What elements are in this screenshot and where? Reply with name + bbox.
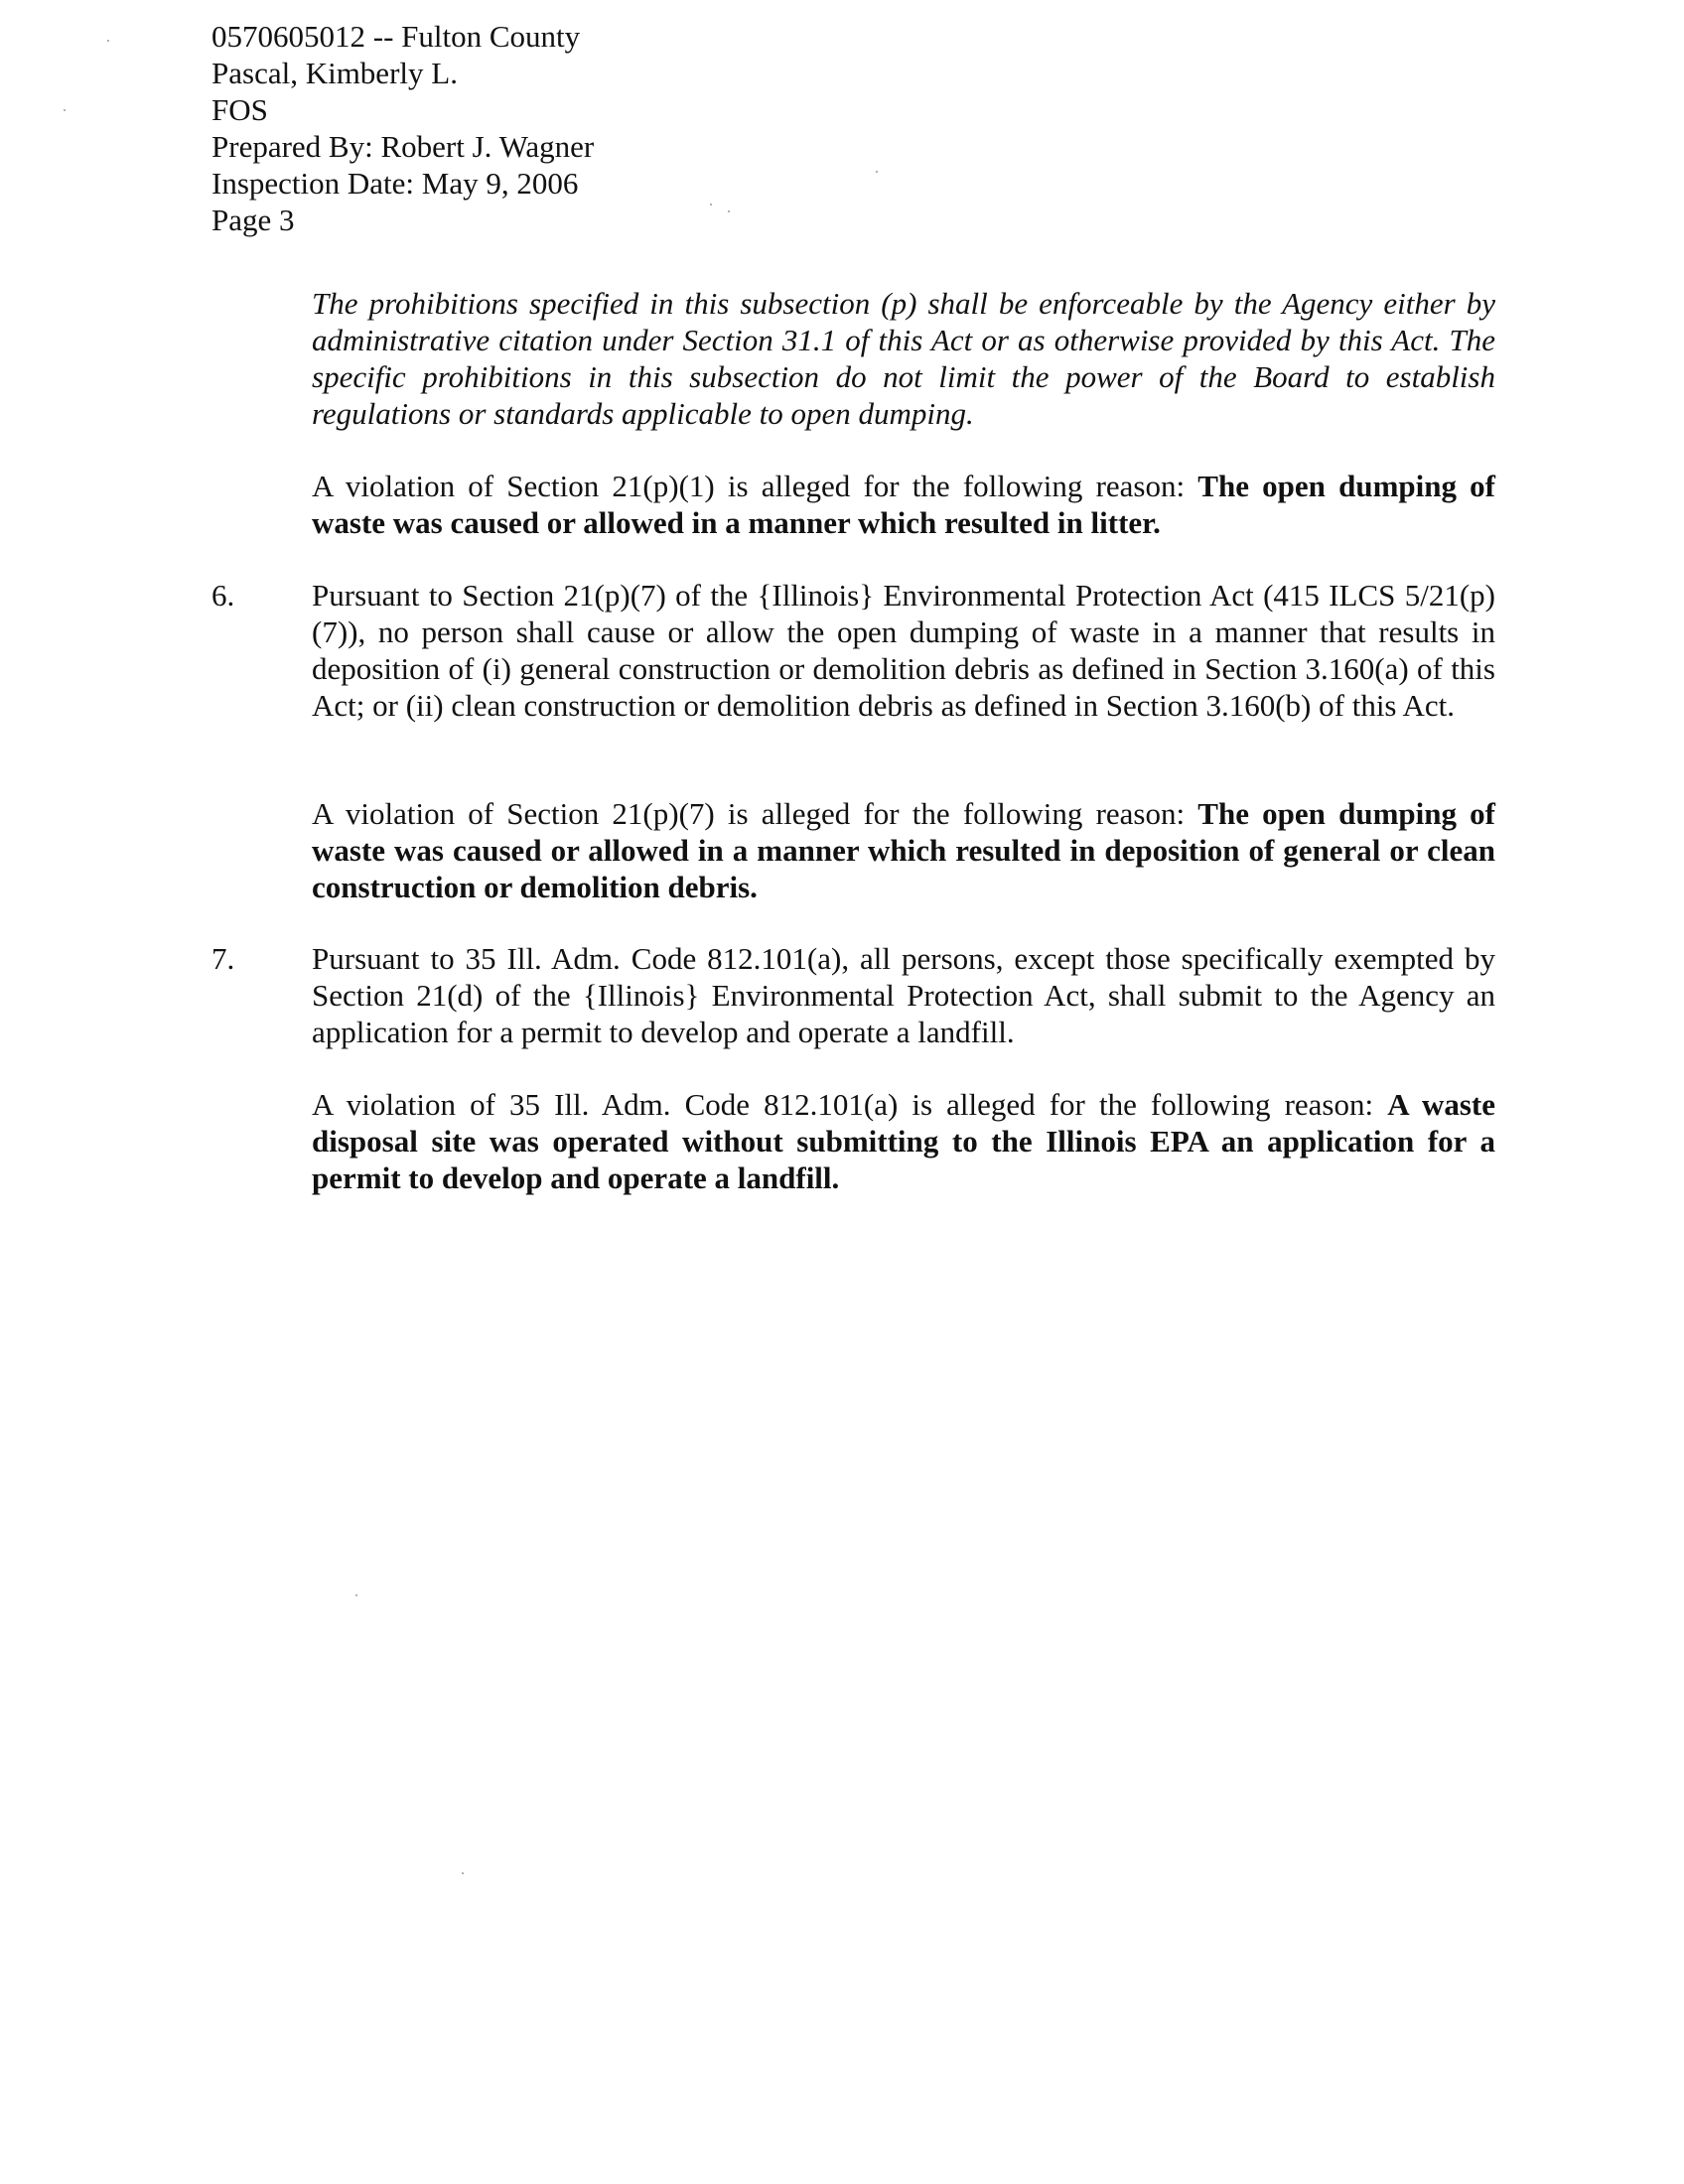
scan-speck [462, 1872, 464, 1874]
header-case-number: 0570605012 -- Fulton County [211, 19, 581, 54]
item-7-paragraph: Pursuant to 35 Ill. Adm. Code 812.101(a), all persons, except those specifically exempted by Section 21(d) of the {Illinois} Environmental Protection Act, shall submit to the Agency an application for a permit to develop and operate a landfill. [312, 941, 1495, 1049]
scan-speck [64, 109, 66, 111]
scan-speck [876, 171, 878, 173]
violation-paragraph-812-101a [312, 1086, 1495, 1196]
violation-intro-text: A violation of 35 Ill. Adm. Code 812.101(a) is alleged for the following reason: [312, 1087, 1388, 1122]
item-6-paragraph: Pursuant to Section 21(p)(7) of the {Illinois} Environmental Protection Act (415 ILCS 5/21(p)(7)), no person shall cause or allow the open dumping of waste in a manner that results in deposition of (i) general construction or demolition debris as defined in Section 3.160(a) of this Act; or (ii) clean construction or demolition debris as defined in Section 3.160(b) of this Act. [312, 578, 1495, 723]
violation-paragraph-21p1 [312, 468, 1495, 541]
violation-reason-text: A waste disposal site was operated without submitting to the Illinois EPA an application for a permit to develop and operate a landfill. [312, 1087, 1495, 1195]
document-header [211, 18, 594, 238]
scan-speck [728, 210, 730, 212]
statute-quote-paragraph: The prohibitions specified in this subsection (p) shall be enforceable by the Agency either by administrative citation under Section 31.1 of this Act or as otherwise provided by this Act. The specific prohibitions in this subsection do not limit the power of the Board to establish regulations or standards applicable to open dumping. [312, 286, 1495, 431]
item-number-6: 6. [211, 578, 235, 613]
item-number-7: 7. [211, 941, 235, 976]
violation-intro-text: A violation of Section 21(p)(7) is alleged for the following reason: [312, 796, 1198, 831]
header-prepared-by: Prepared By: Robert J. Wagner [211, 129, 595, 164]
scan-speck [355, 1594, 357, 1596]
violation-reason-text: The open dumping of waste was caused or allowed in a manner which resulted in litter. [312, 469, 1495, 540]
header-page-number: Page 3 [211, 203, 295, 237]
header-inspection-date: Inspection Date: May 9, 2006 [211, 166, 579, 201]
scan-speck [710, 204, 712, 205]
violation-intro-text: A violation of Section 21(p)(1) is alleged for the following reason: [312, 469, 1198, 503]
violation-reason-text: The open dumping of waste was caused or allowed in a manner which resulted in deposition of general or clean construction or demolition debris. [312, 796, 1495, 904]
header-name: Pascal, Kimberly L. [211, 56, 458, 90]
scan-speck [107, 40, 109, 42]
violation-paragraph-21p7 [312, 795, 1495, 905]
header-office: FOS [211, 92, 268, 127]
